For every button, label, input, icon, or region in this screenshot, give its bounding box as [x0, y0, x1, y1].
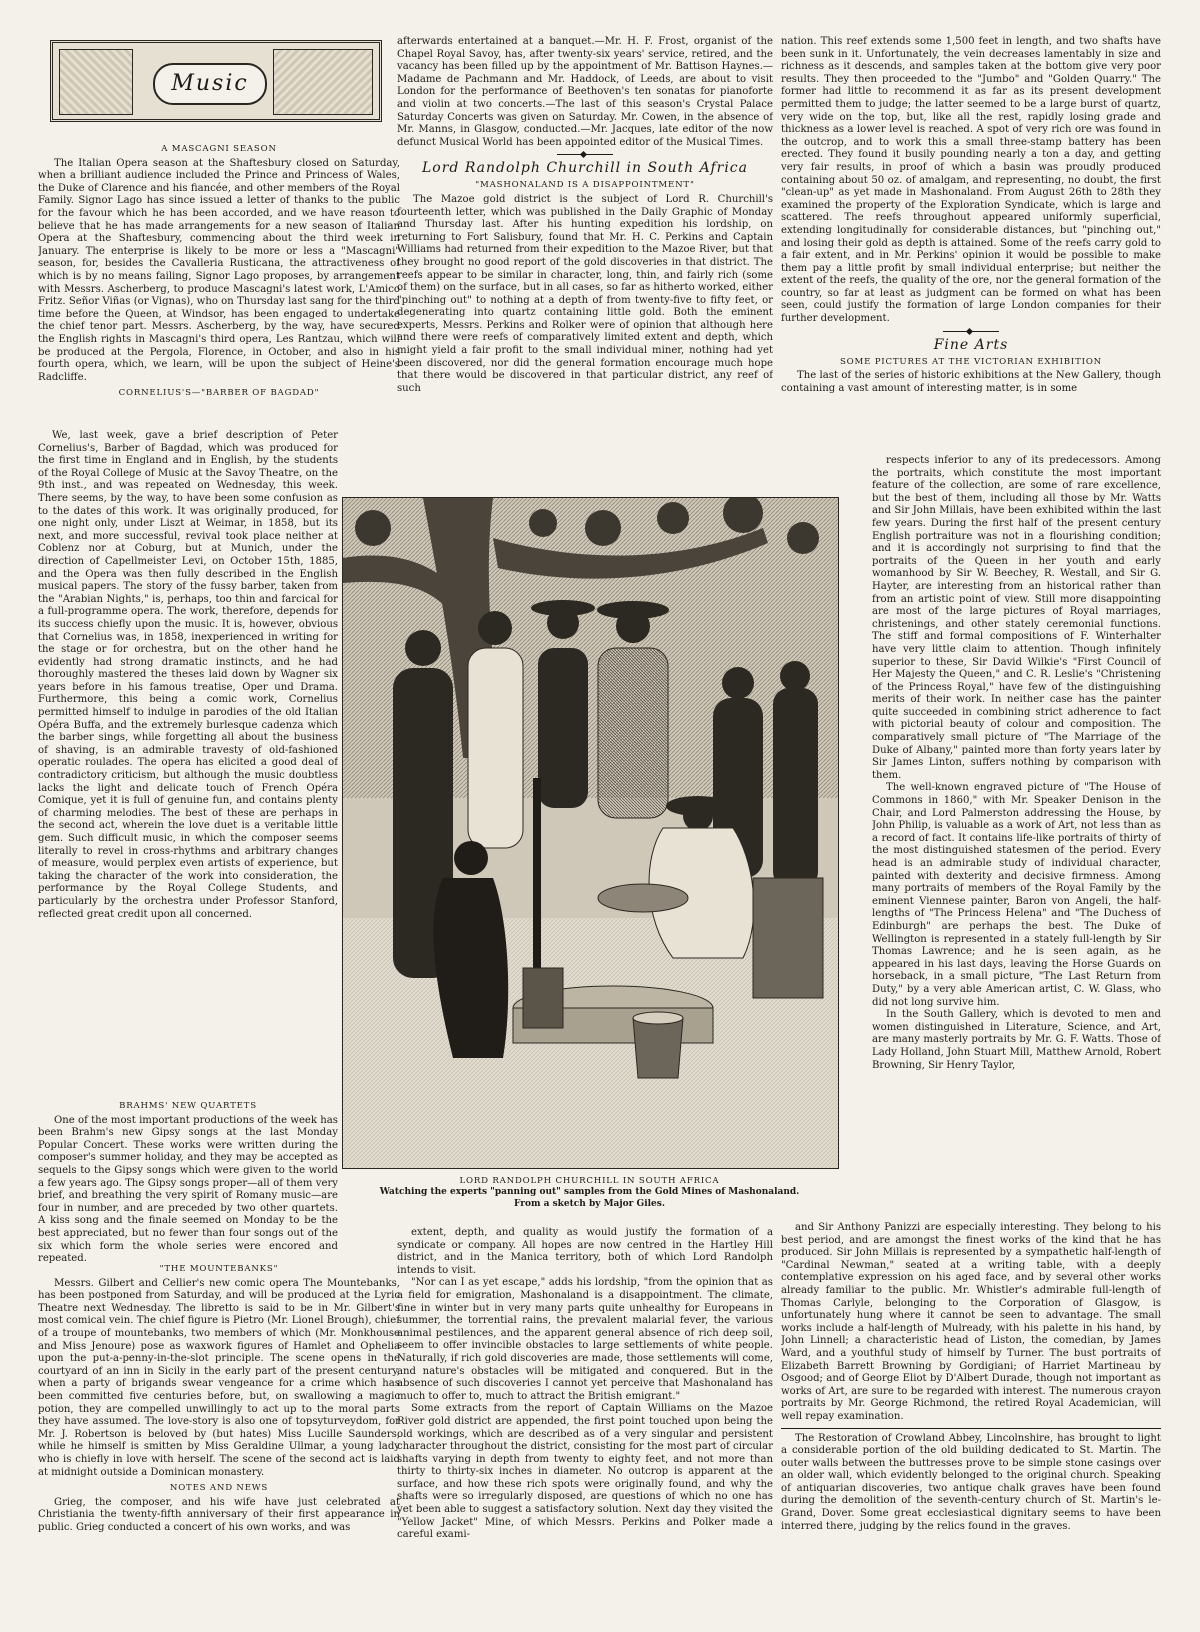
section-divider-2 [943, 331, 999, 332]
paragraph-mascagni: The Italian Opera season at the Shaftesbury closed on Saturday, when a brilliant audience included the Prince and Princess of Wales, the Duke of Clarence and his fiancée, and other members of the Royal Family. Signor Lago has since issued a letter of thanks to the public for the favour which he has been accorded, and we have reason to believe that he has made arrangements for a new season of Italian Opera at the Shaftesbury, commencing about the third week in January. The enterprise is likely to be more or less a "Mascagni" season, for, besides the Cavalleria Rusticana, the attractiveness of which is by no means failing, Signor Lago proposes, by arrangement with Messrs. Ascherberg, to produce Mascagni's latest work, L'Amico Fritz. Señor Viñas (or Vignas), who on Thursday last sang for the third time before the Queen, at Windsor, has been engaged to undertake the chief tenor part. Messrs. Ascherberg, by the way, have secured the English rights in Mascagni's third opera, Les Rantzau, which will be produced at the Pergola, Florence, in October, and also in his fourth opera, which, we learn, will be upon the subject of Heine's Radcliffe. [38, 157, 400, 383]
paragraph-south-gallery: and Sir Anthony Panizzi are especially interesting. They belong to his best period, and are amongst the finest works of the kind that he has produced. Sir John Millais is represented by a sympathetic half-length of "Cardinal Newman," seated at a writing table, with a deeply contemplative expression on his aged face, and by several other works already familiar to the public. Mr. Whistler's admirable full-length of Thomas Carlyle, belonging to the Corporation of Glasgow, is unfortunately hung where it cannot be seen to advantage. The small works include a half-length of Mulready, with his palette in his hand, by John Linnell; a characteristic head of Liston, the comedian, by James Ward, and a youthful study of himself by Turner. The bust portraits of Elizabeth Barrett Browning by Gordigiani; of Harriet Martineau by Osgood; and of George Eliot by D'Albert Durade, though not important as works of Art, are sure to be regarded with interest. The numerous crayon portraits by Mr. George Richmond, the retired Royal Academician, will well repay examination. [781, 1222, 1161, 1422]
paragraph-victorian-lead: The last of the series of historic exhibitions at the New Gallery, though containing a vast amount of interesting matter, is in some [781, 370, 1161, 394]
right-column-bottom [781, 1222, 1161, 1617]
heading-mountebanks: "THE MOUNTEBANKS" [159, 1264, 279, 1274]
illustration-caption [342, 1176, 837, 1210]
ornament-left-icon [59, 49, 133, 115]
gold-panning-scene-icon [343, 498, 838, 1168]
ornament-right-icon [273, 49, 373, 115]
paragraph-house-of-commons: The well-known engraved picture of "The House of Commons in 1860," with Mr. Speaker Denison in the Chair, and Lord Palmerston addressing the House, by John Philip, is valuable as a work of Art, not less than as a record of fact. It contains life-like portraits of thirty of the most distinguished statesmen of the period. Every head is an admirable study of individual character, painted with dexterity and decisive firmness. Among many portraits of members of the Royal Family by the eminent Viennese painter, Baron von Angeli, the half-lengths of "The Princess Helena" and "The Duchess of Edinburgh" are perhaps the best. The Duke of Wellington is represented in a stately full-length by Sir Thomas Lawrence; and he is seen again, as he appeared in his last days, leaving the Horse Guards on horseback, in a small picture, "The Last Return from Duty," by a very able American artist, C. W. Glass, who did not long survive him. [872, 782, 1161, 1008]
paragraph-barber: We, last week, gave a brief description of Peter Cornelius's, Barber of Bagdad, which was produced for the first time in England and in English, by the students of the Royal College of Music at the Savoy Theatre, on the 9th inst., and was repeated on Wednesday, this week. There seems, by the way, to have been some confusion as to the dates of this work. It was originally produced, for one night only, under Liszt at Weimar, in 1858, but its next, and more successful, revival took place neither at Coblenz nor at Coburg, but at Munich, under the direction of Capellmeister Levi, on October 15th, 1885, and the Opera was then fully described in the English musical papers. The story of the fussy barber, taken from the "Arabian Nights," is, perhaps, too thin and farcical for a full-programme opera. The work, therefore, depends for its success chiefly upon the music. It is, however, obvious that Cornelius was, in 1858, inexperienced in writing for the stage or for orchestra, but on the other hand he evidently had strong dramatic instincts, and he had thoroughly mastered the theses laid down by Wagner six years before in his famous treatise, Oper und Drama. Furthermore, this being a comic work, Cornelius permitted himself to indulge in parodies of the old Italian Opéra Buffa, and the extremely burlesque cadenza which the barber sings, while forgetting all about the business of shaving, is an admirable travesty of old-fashioned operatic roulades. The opera has elicited a good deal of contradictory criticism, but although the music doubtless lacks the light and delicate touch of French Opéra Comique, yet it is full of genuine fun, and contains plenty of charming melodies. The best of these are perhaps in the second act, wherein the love duet is a veritable little gem. Such difficult music, in which the composer seems literally to revel in cross-rhythms and arbitrary changes of measure, would perplex even artists of experience, but taking the character of the work into consideration, the performance by the Royal College Students, and particularly by the orchestra under Professor Stanford, reflected great credit upon all concerned. [38, 430, 338, 920]
paragraph-south-gallery-lead: In the South Gallery, which is devoted to men and women distinguished in Literature, Science, and Art, are many masterly portraits by Mr. G. F. Watts. Those of Lady Holland, John Stuart Mill, Matthew Arnold, Robert Browning, Sir Henry Taylor, [872, 1009, 1161, 1071]
music-column-bottom-wide [38, 1260, 400, 1620]
music-banner [50, 40, 382, 122]
divider-line [781, 1428, 1161, 1429]
paragraph-notes: Grieg, the composer, and his wife have just celebrated at Christiania the twenty-fifth anniversary of their first appearance in public. Grieg conducted a concert of his own works, and was [38, 1496, 400, 1533]
paragraph-music-notes-cont: afterwards entertained at a banquet.—Mr. H. F. Frost, organist of the Chapel Royal Savoy, has, after twenty-six years' service, retired, and the vacancy has been filled up by the appointment of Mr. Battison Haynes.—Madame de Pachmann and Mr. Haddock, of Leeds, are about to visit London for the performance of Beethoven's ten sonatas for pianoforte and violin at two concerts.—The last of this season's Crystal Palace Saturday Concerts was given on Saturday. Mr. Cowen, in the absence of Mr. Manns, in Glasgow, conducted.—Mr. Jacques, late editor of the now defunct Musical World has been appointed editor of the Musical Times. [397, 36, 773, 148]
heading-mascagni: A MASCAGNI SEASON [161, 144, 277, 154]
middle-column-top [397, 36, 773, 491]
caption-title: LORD RANDOLPH CHURCHILL IN SOUTH AFRICA [459, 1176, 720, 1186]
heading-churchill: Lord Randolph Churchill in South Africa [421, 160, 748, 177]
right-column-wrap [872, 455, 1161, 1170]
paragraph-churchill: The Mazoe gold district is the subject of Lord R. Churchill's fourteenth letter, which was published in the Daily Graphic of Monday and Thursday last. After his hunting expedition his lordship, on returning to Fort Salisbury, found that Mr. H. C. Perkins and Captain Williams had returned from their expedition to the Mazoe River, but that they brought no good report of the gold discoveries in that district. The reefs appear to be similar in character, long, thin, and fairly rich (some of them) on the surface, but in all cases, so far as hitherto worked, either "pinching out" to nothing at a depth of from twenty-five to fifty feet, or degenerating into quartz containing little gold. Both the eminent experts, Messrs. Perkins and Rolker were of opinion that although here and there were reefs of comparatively limited extent and depth, which might yield a fair profit to the small individual miner, nothing had yet been discovered, nor did the general formation encourage much hope that there would be discovered in that particular district, any reef of such [397, 193, 773, 394]
paragraph-churchill-quote: "Nor can I as yet escape," adds his lordship, "from the opinion that as a field for emigration, Mashonaland is a disappointment. The climate, fine in winter but in very many parts quite unhealthy for Europeans in summer, the torrential rains, the prevalent malarial fever, the various animal pestilences, and the apparent general absence of rich deep soil, seem to offer invincible obstacles to large settlements of white people. Naturally, if rich gold discoveries are made, those settlements will come, and nature's obstacles will be mitigated and conquered. But in the absence of such discoveries I cannot yet perceive that Mashonaland has much to offer to, much to attract the British emigrant." [397, 1277, 773, 1402]
right-column-top [781, 36, 1161, 454]
caption-credit: From a sketch by Major Giles. [514, 1198, 665, 1209]
engraving-illustration [342, 497, 839, 1169]
heading-mashonaland: "MASHONALAND IS A DISAPPOINTMENT" [475, 180, 695, 191]
caption-subtitle: Watching the experts "panning out" samples from the Gold Mines of Mashonaland. [379, 1187, 800, 1198]
music-banner-title: Music [153, 63, 267, 105]
paragraph-churchill-cont: extent, depth, and quality as would justify the formation of a syndicate or company. All hopes are now centred in the Hartley Hill district, and in the Manica territory, both of which Lord Randolph intends to visit. [397, 1227, 773, 1276]
heading-barber: CORNELIUS'S—"BARBER OF BAGDAD" [118, 388, 320, 399]
section-divider [557, 154, 613, 155]
heading-notes: NOTES AND NEWS [169, 1483, 269, 1494]
paragraph-victorian: respects inferior to any of its predecessors. Among the portraits, which constitute the most important feature of the collection, are some of rare excellence, but the best of them, including all those by Mr. Watts and Sir John Millais, have been exhibited within the last few years. During the first half of the present century English portraiture was not in a flourishing condition; and it is accordingly not surprising to find that the portraits of the Queen in her youth and early womanhood by Sir W. Beechey, R. Westall, and Sir G. Hayter, are interesting from an historical rather than from an artistic point of view. Still more disappointing are most of the large pictures of Royal marriages, christenings, and other stately ceremonial functions. The stiff and formal compositions of F. Winterhalter have very little claim to attention. Though infinitely superior to these, Sir David Wilkie's "First Council of Her Majesty the Queen," and C. R. Leslie's "Christening of the Princess Royal," have few of the distinguishing merits of their work. In neither case has the painter quite succeeded in combining strict adherence to fact with pictorial beauty of colour and composition. The comparatively small picture of "The Marriage of the Duke of Albany," painted more than forty years later by Sir James Linton, suffers nothing by comparison with them. [872, 455, 1161, 781]
paragraph-brahms: One of the most important productions of the week has been Brahm's new Gipsy songs at the last Monday Popular Concert. These works were written during the composer's summer holiday, and they may be accepted as sequels to the Gipsy songs which were given to the world a few years ago. The Gipsy songs proper—all of them very brief, and breathing the very spirit of Romany music—are four in number, and are preceded by two other quartets. A kiss song and the finale seemed on Monday to be the best appreciated, but no fewer than four songs out of the six which form the whole series were encored and repeated. [38, 1114, 338, 1265]
paragraph-mazoe-cont: nation. This reef extends some 1,500 feet in length, and two shafts have been sunk in it. Unfortunately, the vein decreases lamentably in size and richness as it descends, and samples taken at the bottom give very poor results. They then proceeded to the "Jumbo" and "Golden Quarry." The former had little to recommend it as far as its present development permitted them to judge; the latter seemed to be a large burst of quartz, very wide on the top, but, like all the rest, rapidly losing grade and thickness as a lower level is reached. A spot of very rich ore was found in the outcrop, and to work this a small three-stamp battery has been erected. They found it busily pounding nearly a ton a day, and getting very fair results, in proof of which a basin was proudly produced containing about 50 oz. of amalgam, and representing, no doubt, the first "clean-up" as yet made in Mashonaland. From August 26th to 28th they examined the property of the Exploration Syndicate, which is large and scattered. The reefs throughout appeared uniformly superficial, extending longitudinally for considerable distances, but "pinching out," and losing their gold as depth is attained. Some of the reefs carry gold to a fair extent, and in Mr. Perkins' opinion it would be possible to make them pay a little profit by small individual enterprise; but neither the extent of the reefs, the quality of the ore, nor the general formation of the country, so far at least as judgment can be formed on what has been seen, could justify the formation of large London companies for their further development. [781, 36, 1161, 325]
heading-fine-arts: Fine Arts [933, 336, 1009, 353]
middle-column-bottom [397, 1227, 773, 1617]
music-column-wrap [38, 430, 338, 1095]
heading-brahms: BRAHMS' NEW QUARTETS [119, 1101, 257, 1111]
paragraph-mountebanks: Messrs. Gilbert and Cellier's new comic opera The Mountebanks, has been postponed from Saturday, and will be produced at the Lyric Theatre next Wednesday. The libretto is said to be in Mr. Gilbert's most comical vein. The chief figure is Pietro (Mr. Lionel Brough), chief of a troupe of mountebanks, two members of which (Mr. Monkhouse and Miss Jenoure) pose as waxwork figures of Hamlet and Ophelia upon the put-a-penny-in-the-slot principle. The scene opens in the courtyard of an inn in Sicily in the early part of the present century, when a party of brigands swear vengeance for a crime which has been committed five centuries before, but, on swallowing a magic potion, they are compelled unwillingly to act up to the moral parts they have assumed. The love-story is also one of topsyturveydom, for Mr. J. Robertson is beloved by (but hates) Miss Lucille Saunders, while he himself is smitten by Miss Geraldine Ullmar, a young lady who is chiefly in love with herself. The scene of the second act is laid at midnight outside a Dominican monastery. [38, 1277, 400, 1478]
paragraph-crowland: The Restoration of Crowland Abbey, Lincolnshire, has brought to light a considerable portion of the old building dedicated to St. Martin. The outer walls between the buttresses prove to be simple stone casings over an older wall, which evidently belonged to the original church. Speaking of antiquarian discoveries, two antique chalk graves have been found during the demolition of the seventh-century church of St. Martin's le-Grand, Dover. Some great ecclesiastical dignitary seems to have been interred there, judging by the relics found in the graves. [781, 1432, 1161, 1532]
heading-victorian: SOME PICTURES AT THE VICTORIAN EXHIBITION [839, 356, 1102, 367]
paragraph-williams-report: Some extracts from the report of Captain Williams on the Mazoe River gold district are appended, the first point touched upon being the old workings, which are described as of a very singular and persistent character throughout the district, consisting for the most part of circular shafts varying in depth from twenty to eighty feet, and not more than thirty to thirty-six inches in diameter. No outcrop is apparent at the surface, and how these rich spots were originally found, and why the shafts were so irregularly disposed, are questions of which no one has yet been able to suggest a satisfactory solution. Next day they visited the "Yellow Jacket" Mine, of which Messrs. Perkins and Polker made a careful exami- [397, 1403, 773, 1541]
